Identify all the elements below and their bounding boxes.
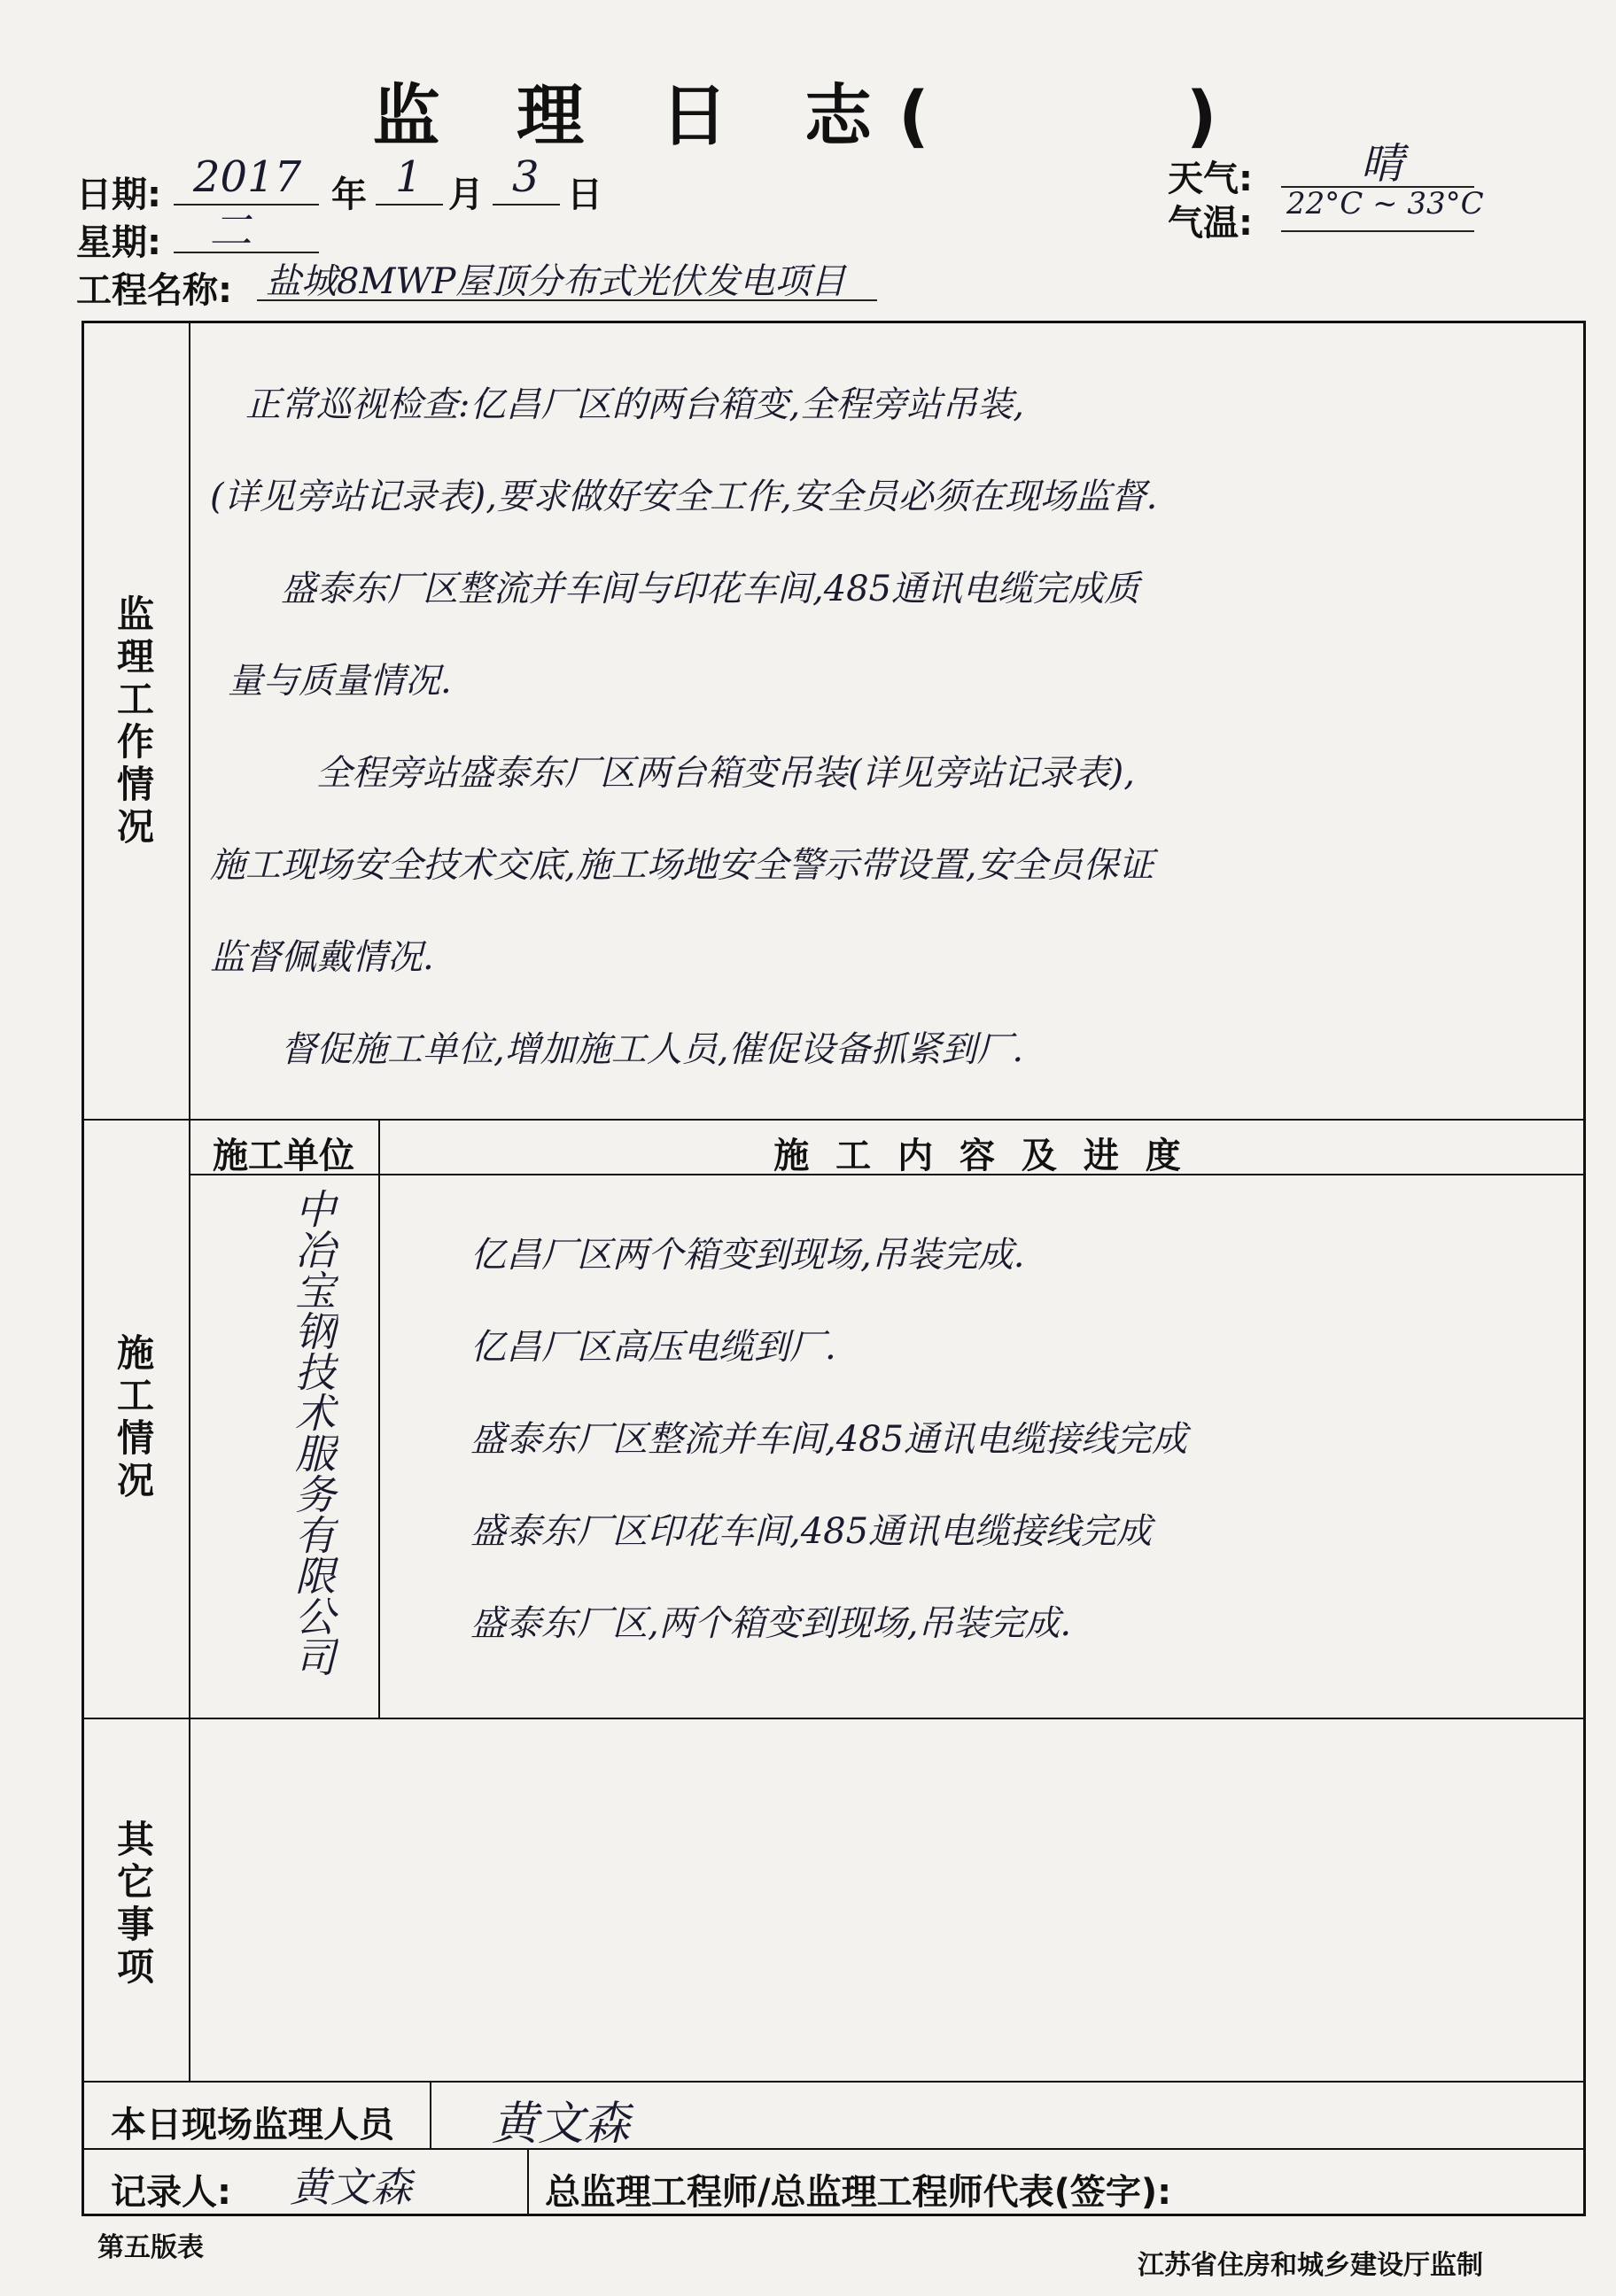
other-section-label: 其它事项 xyxy=(112,1819,155,1990)
temp-label: 气温: xyxy=(1168,203,1253,244)
work-line: 全程旁站盛泰东厂区两台箱变吊装(详见旁站记录表), xyxy=(316,753,1135,794)
work-line: 督促施工单位,增加施工人员,催促设备抓紧到厂. xyxy=(281,1029,1024,1070)
work-line: 盛泰东厂区整流并车间与印花车间,485通讯电缆完成质 xyxy=(281,569,1140,609)
month-field xyxy=(376,152,443,206)
title-close: ) xyxy=(1185,76,1244,155)
weather-value: 晴 xyxy=(1361,139,1404,189)
temp-value: 22°C ~ 33°C xyxy=(1286,186,1484,221)
unit-column-divider xyxy=(378,1119,380,1718)
project-value: 盐城8MWP屋顶分布式光伏发电项目 xyxy=(266,261,846,302)
row-divider-1 xyxy=(84,1119,1583,1121)
project-label: 工程名称: xyxy=(76,270,232,311)
work-line: 施工现场安全技术交底,施工场地安全警示带设置,安全员保证 xyxy=(210,845,1154,886)
chief-engineer-label: 总监理工程师/总监理工程师代表(签字): xyxy=(545,2172,1172,2213)
work-line: 量与质量情况. xyxy=(228,661,452,702)
project-field xyxy=(257,260,877,301)
sig-divider-2 xyxy=(527,2148,529,2214)
work-line: 监督佩戴情况. xyxy=(210,937,434,978)
weekday-field xyxy=(174,206,319,256)
day-unit: 日 xyxy=(567,175,602,215)
content-header: 施 工 内 容 及 进 度 xyxy=(773,1136,1188,1176)
row-divider-4 xyxy=(84,2148,1583,2150)
temp-field xyxy=(1281,186,1484,232)
date-label: 日期: xyxy=(76,175,161,215)
work-content xyxy=(210,359,1557,1096)
sig-divider-1 xyxy=(430,2081,431,2148)
construction-content xyxy=(400,1209,1569,1670)
label-column-divider xyxy=(189,323,190,2081)
row-divider-2 xyxy=(84,1718,1583,1719)
recorder-label: 记录人: xyxy=(111,2172,231,2213)
month-unit: 月 xyxy=(448,175,484,215)
unit-header: 施工单位 xyxy=(213,1136,354,1176)
title-main: 监 理 日 志( xyxy=(372,76,956,155)
work-section-label: 监理工作情况 xyxy=(112,594,155,849)
construction-line: 盛泰东厂区整流并车间,485通讯电缆接线完成 xyxy=(470,1419,1188,1460)
construction-line: 盛泰东厂区印花车间,485通讯电缆接线完成 xyxy=(470,1511,1153,1552)
construction-line: 亿昌厂区两个箱变到现场,吊装完成. xyxy=(470,1235,1025,1276)
construction-line: 盛泰东厂区,两个箱变到现场,吊装完成. xyxy=(470,1603,1072,1644)
year-unit: 年 xyxy=(331,175,367,215)
recorder-signature: 黄文森 xyxy=(290,2163,412,2211)
work-line: (详见旁站记录表),要求做好安全工作,安全员必须在现场监督. xyxy=(210,477,1158,517)
weather-field xyxy=(1281,139,1474,189)
weather-label: 天气: xyxy=(1168,159,1253,199)
supervisor-signature: 黄文森 xyxy=(492,2098,631,2151)
construction-section-label: 施工情况 xyxy=(112,1333,155,1503)
construction-line: 亿昌厂区高压电缆到厂. xyxy=(470,1327,836,1368)
day-field xyxy=(493,152,560,206)
year-value: 2017 xyxy=(193,152,302,202)
issuer: 江苏省住房和城乡建设厅监制 xyxy=(1138,2250,1483,2281)
day-value: 3 xyxy=(512,152,540,202)
row-divider-3 xyxy=(84,2081,1583,2083)
supervisor-label: 本日现场监理人员 xyxy=(111,2105,394,2145)
weekday-label: 星期: xyxy=(76,222,161,263)
form-version: 第五版表 xyxy=(97,2232,204,2263)
unit-value: 中冶宝钢技术服务有限公司 xyxy=(289,1188,337,1677)
month-value: 1 xyxy=(395,152,423,202)
weekday-value: 二 xyxy=(209,206,252,256)
log-table xyxy=(82,321,1586,2216)
work-line: 正常巡视检查:亿昌厂区的两台箱变,全程旁站吊装, xyxy=(245,384,1024,425)
